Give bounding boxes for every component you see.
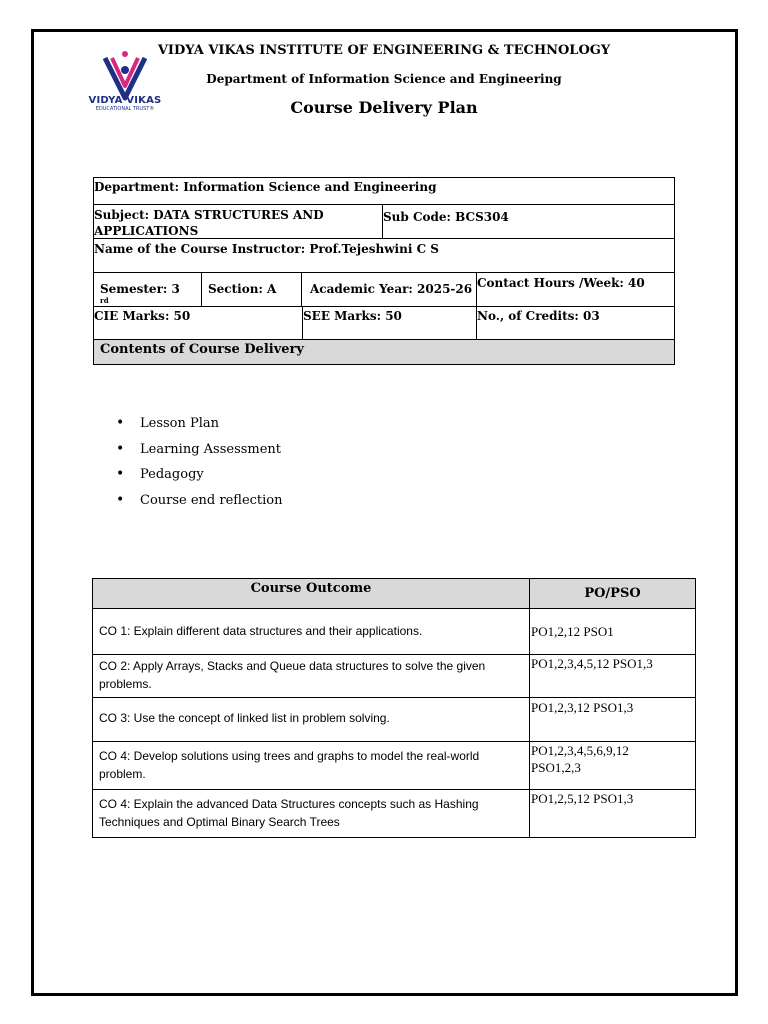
- outcome-cell: CO 3: Use the concept of linked list in problem solving.: [93, 698, 530, 741]
- po-pso-header: PO/PSO: [584, 586, 641, 601]
- semester-field: Semester: 3 rd: [100, 282, 180, 305]
- instructor-row: [94, 239, 674, 273]
- outcome-cell: CO 4: Explain the advanced Data Structures concepts such as Hashing Techniques and Optimal Binary Search Trees: [93, 790, 530, 837]
- po-cell: PO1,2,5,12 PSO1,3: [531, 791, 634, 806]
- cie-marks-field: CIE Marks: 50: [94, 309, 191, 323]
- contents-heading-row: [94, 340, 674, 364]
- list-item: • Lesson Plan: [116, 416, 283, 442]
- logo-text: VIDYA VIKAS: [88, 95, 162, 106]
- contents-list: [116, 416, 283, 519]
- table-row: [93, 609, 695, 655]
- list-item: • Course end reflection: [116, 493, 283, 519]
- document-title: Course Delivery Plan: [290, 98, 478, 117]
- outcome-cell: CO 4: Develop solutions using trees and graphs to model the real-world problem.: [93, 742, 530, 789]
- logo-subtext: EDUCATIONAL TRUST®: [95, 106, 155, 112]
- contents-heading: Contents of Course Delivery: [100, 342, 304, 357]
- marks-row: [94, 307, 674, 340]
- table-row: [93, 742, 695, 790]
- subject-row: [94, 205, 674, 239]
- department-field: Department: Information Science and Engineering: [94, 180, 437, 194]
- po-cell: PO1,2,3,12 PSO1,3: [531, 700, 634, 715]
- table-row: [93, 698, 695, 742]
- table-row: [93, 655, 695, 698]
- semester-row: [94, 273, 674, 307]
- subject-field-line2: APPLICATIONS: [94, 224, 199, 238]
- institution-name: VIDYA VIKAS INSTITUTE OF ENGINEERING & TECHNOLOGY: [157, 43, 611, 58]
- table-header-row: [93, 579, 695, 609]
- course-info-table: [93, 177, 675, 365]
- course-outcome-table: [92, 578, 696, 838]
- section-field: Section: A: [208, 282, 277, 296]
- list-item: • Pedagogy: [116, 467, 283, 493]
- list-item: • Learning Assessment: [116, 442, 283, 468]
- academic-year-field: Academic Year: 2025-26: [310, 282, 473, 296]
- po-cell: PO1,2,3,4,5,6,9,12 PSO1,2,3: [531, 743, 629, 775]
- table-row: [93, 790, 695, 837]
- subject-field-line1: Subject: DATA STRUCTURES AND: [94, 208, 324, 222]
- po-cell: PO1,2,3,4,5,12 PSO1,3: [531, 656, 653, 671]
- credits-field: No., of Credits: 03: [477, 309, 600, 323]
- department-row: [94, 178, 674, 205]
- see-marks-field: SEE Marks: 50: [303, 309, 402, 323]
- sub-code-field: Sub Code: BCS304: [383, 210, 509, 224]
- contact-hours-field: Contact Hours /Week: 40: [477, 276, 645, 290]
- outcome-cell: CO 1: Explain different data structures and their applications.: [93, 609, 530, 654]
- outcome-cell: CO 2: Apply Arrays, Stacks and Queue data structures to solve the given problems.: [93, 655, 530, 697]
- po-cell: PO1,2,12 PSO1: [531, 624, 614, 639]
- department-name: Department of Information Science and Engineering: [206, 72, 562, 86]
- instructor-field: Name of the Course Instructor: Prof.Tejeshwini C S: [94, 242, 439, 256]
- course-outcome-header: Course Outcome: [250, 581, 372, 596]
